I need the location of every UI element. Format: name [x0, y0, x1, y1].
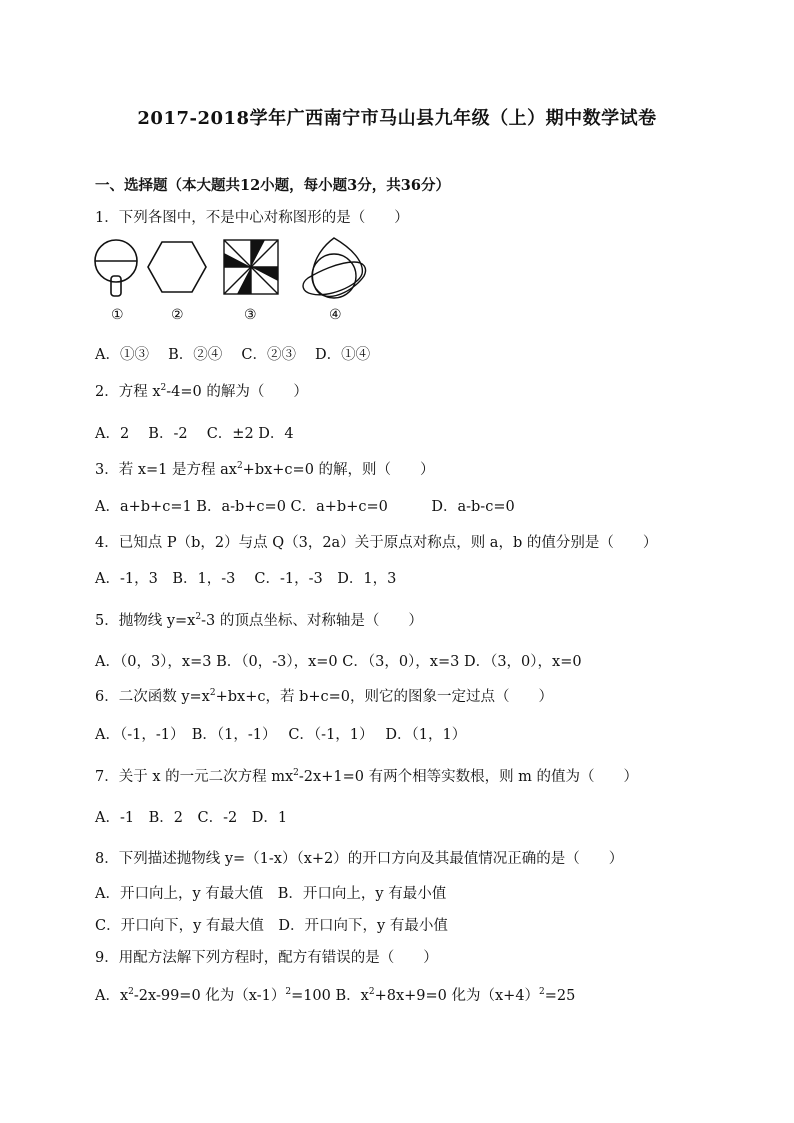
- question-9-stem: 9．用配方法解下列方程时，配方有错误的是（ ）: [95, 950, 438, 966]
- question-3-options: A．a+b+c=1 B．a-b+c=0 C．a+b+c=0 D．a-b-c=0: [95, 499, 515, 515]
- figure-label-1: ①: [111, 307, 124, 323]
- figure-label-3: ③: [244, 307, 257, 323]
- question-4-options: A．-1，3 B．1，-3 C．-1，-3 D．1，3: [95, 571, 397, 587]
- figure-1-racket-icon: [93, 236, 143, 302]
- page-title: 2017-2018学年广西南宁市马山县九年级（上）期中数学试卷: [137, 108, 657, 129]
- figure-3-pinwheel-icon: [220, 236, 282, 298]
- question-9-options-row-1: A．$x^2-2x-99=0$ 化为$(x-1)^2=100$ B．$x^2+8x+9=0$ 化为$(x+4)^2=25$: [95, 987, 576, 1004]
- question-4-stem: 4．已知点 P（b，2）与点 Q（3，2a）关于原点对称点，则 a，b 的值分别是（ ）: [95, 535, 658, 551]
- question-2-options: A．2 B．-2 C．±2 D．4: [95, 426, 294, 442]
- question-8-options-row-2: C．开口向下，y 有最大值 D．开口向下，y 有最小值: [95, 918, 448, 934]
- question-6-options: A．（-1，-1） B．（1，-1） C．（-1，1） D．（1，1）: [95, 727, 467, 743]
- question-8-options-row-1: A．开口向上，y 有最大值 B．开口向上，y 有最小值: [95, 886, 447, 902]
- question-7-stem: 7．关于 x 的一元二次方程 $mx^2-2x+1=0$ 有两个相等实数根，则 m 的值为（ ）: [95, 768, 639, 785]
- question-2-stem: 2．方程 $x^2-4=0$ 的解为（ ）: [95, 383, 308, 400]
- question-3-stem: 3．若 x=1 是方程 $ax^2+bx+c=0$ 的解，则（ ）: [95, 461, 435, 478]
- question-5-stem: 5．抛物线 $y=x^2-3$ 的顶点坐标、对称轴是（ ）: [95, 612, 423, 629]
- question-1-options: A．①③ B．②④ C．②③ D．①④: [95, 347, 371, 363]
- figure-2-hexagon-icon: [146, 236, 208, 298]
- figure-label-2: ②: [171, 307, 184, 323]
- question-8-stem: 8．下列描述抛物线 y=（1-x）（x+2）的开口方向及其最值情况正确的是（ ）: [95, 851, 624, 867]
- figure-4-triquetra-icon: [298, 236, 370, 300]
- section-heading: 一、选择题（本大题共12小题，每小题3分，共36分）: [95, 177, 450, 194]
- question-5-options: A．（0，3），x=3 B．（0，-3），x=0 C．（3，0），x=3 D．（3，0），x=0: [95, 654, 582, 670]
- question-7-options: A．-1 B．2 C．-2 D．1: [95, 810, 288, 826]
- question-6-stem: 6．二次函数 $y=x^2+bx+c$，若 b+c=0，则它的图象一定过点（ ）: [95, 688, 554, 705]
- question-1-stem: 1．下列各图中，不是中心对称图形的是（ ）: [95, 210, 409, 226]
- figure-label-4: ④: [329, 307, 342, 323]
